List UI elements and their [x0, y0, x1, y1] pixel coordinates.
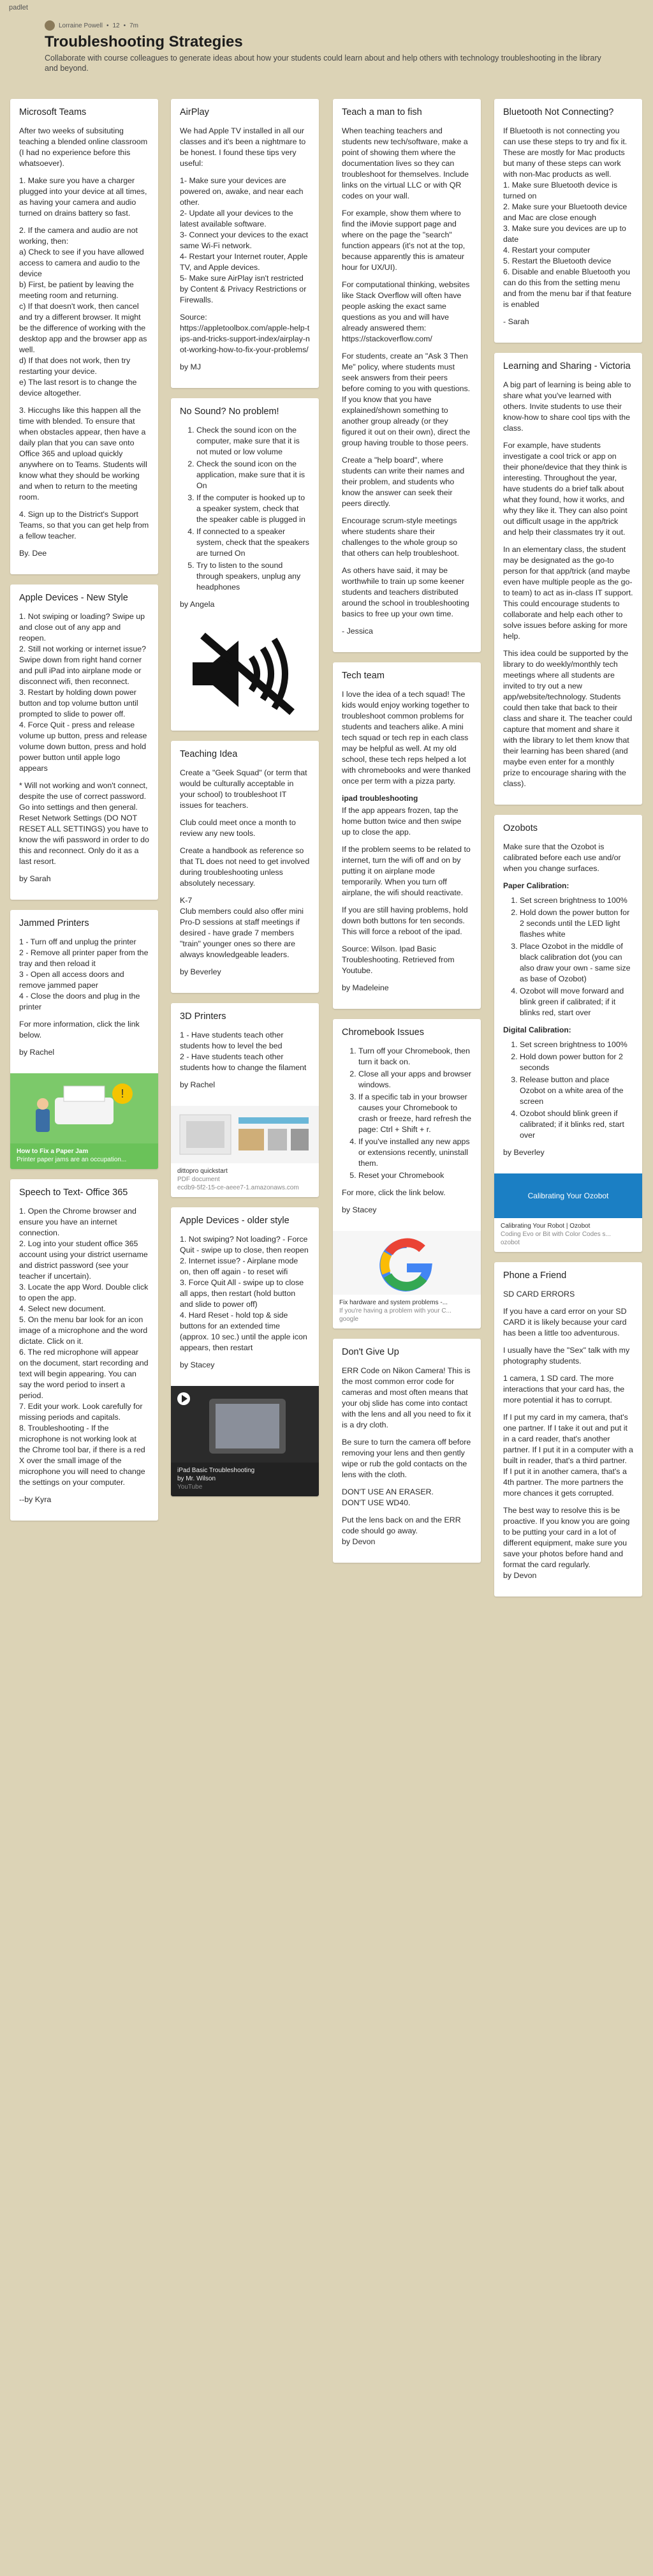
card-text: When teaching teachers and students new tech/software, make a point of showing them where the documentation lives so they can troubleshoot for themselves. Include links on the virtual LLC or with QR codes on your wall. — [342, 126, 469, 200]
svg-text:!: ! — [121, 1087, 124, 1100]
card-microsoft-teams[interactable] — [10, 99, 158, 574]
speaker-muted-icon — [180, 629, 310, 718]
list-item: 4. Ozobot will move forward and blink green if calibrated; if it blinks red, start over — [520, 986, 633, 1018]
page-title: Troubleshooting Strategies — [45, 33, 243, 50]
column-4 — [494, 99, 642, 1607]
card-title: Don't Give Up — [342, 1347, 399, 1357]
link-preview-subtitle: PDF document — [177, 1176, 220, 1183]
card-apple-devices-new[interactable] — [10, 584, 158, 900]
card-subheading: ipad troubleshooting — [342, 794, 418, 803]
card-apple-devices-old[interactable] — [171, 1207, 319, 1496]
card-text: 1 - Have students teach other students how to level the bed 2 - Have students teach other students how to change the filament — [180, 1031, 307, 1072]
card-title: AirPlay — [180, 107, 209, 117]
card-author: --by Kyra — [19, 1495, 52, 1504]
digital-steps-list — [503, 1039, 633, 1141]
card-text: We had Apple TV installed in all our classes and it's been a nightmare to be honest. I found these tips very useful: — [180, 126, 306, 168]
card-airplay[interactable] — [171, 99, 319, 388]
link-preview-title: Fix hardware and system problems -... — [339, 1299, 448, 1306]
card-text: I love the idea of a tech squad! The kids would enjoy working together to troubleshoot common problems for students and teachers alike. A mini tech squad or tech rep in each class may be helpful as well. At my old school, these tech reps helped a lot with chromebooks and were thanked once per term with a pizza party. — [342, 690, 471, 785]
app-logo[interactable]: padlet — [9, 4, 28, 11]
card-bluetooth[interactable] — [494, 99, 642, 343]
card-title: Jammed Printers — [19, 918, 89, 928]
page-subtitle: Collaborate with course colleagues to generate ideas about how your students could learn about and help others with technology troubleshooting in the library and beyond. — [45, 54, 601, 73]
card-text: For computational thinking, websites like Stack Overflow will often have people asking the exact same questions as you and will have already answered them: — [342, 280, 470, 332]
link-preview-source: google — [339, 1316, 359, 1323]
card-tech-team[interactable] — [333, 662, 481, 1009]
link-preview-title: Calibrating Your Robot | Ozobot — [501, 1223, 591, 1230]
mute-image[interactable] — [171, 625, 319, 731]
card-author: By. Dee — [19, 549, 47, 558]
list-item: 3. If the computer is hooked up to a speaker system, check that the speaker cable is plugged in — [196, 493, 310, 525]
card-author: by Beverley — [180, 967, 221, 976]
video-author: by Mr. Wilson — [177, 1475, 216, 1482]
author-avatar[interactable] — [45, 20, 55, 31]
card-author: by Stacey — [180, 1360, 215, 1369]
link-preview-title: How to Fix a Paper Jam — [17, 1148, 89, 1155]
card-text: 4. Sign up to the District's Support Teams, so that you can get help from a fellow teacher. — [19, 510, 149, 540]
column-1 — [10, 99, 158, 1531]
card-text: ERR Code on Nikon Camera! This is the most common error code for cameras and most often means that your obj slide has come into contact with the lens and all you need to fix it is a dry cloth. — [342, 1366, 471, 1429]
card-text: If you have a card error on your SD CARD it is likely because your card has been a little too adventurous. — [503, 1307, 627, 1337]
card-text: This idea could be supported by the library to do weekly/monthly tech meetings where all students are invited to try out a new app/website/technology. Students could then take that back to their class and share it. The teacher could capture that moment and share it with the library to let them know that their learning has been shared (and maybe even enter for a monthly prize to encourage sharing with the class). — [503, 649, 633, 788]
card-text: Source: — [180, 313, 207, 322]
list-item: 4. Ozobot should blink green if calibrated; if it blinks red, start over — [520, 1108, 633, 1141]
card-title: Bluetooth Not Connecting? — [503, 107, 614, 117]
list-item: 5. Try to listen to the sound through speakers, unplug any headphones — [196, 560, 310, 593]
card-text: SD CARD ERRORS — [503, 1290, 575, 1299]
card-text: If I put my card in my camera, that's one partner. If I take it out and put it in a card reader, that's another partner. If I put it in a computer with a built in reader, that's a third partner. If I put it in another camera, that's a 4th partner. The more partners the more chances it gets corrupted. — [503, 1413, 633, 1498]
card-teach-a-man-to-fish[interactable] — [333, 99, 481, 652]
card-dont-give-up[interactable] — [333, 1339, 481, 1563]
video-thumbnail-icon — [171, 1386, 319, 1463]
card-author: by Stacey — [342, 1205, 377, 1214]
banner-text: Calibrating Your Ozobot — [527, 1191, 609, 1200]
card-title: Teach a man to fish — [342, 107, 422, 117]
card-title: Learning and Sharing - Victoria — [503, 361, 631, 371]
card-text: In an elementary class, the student may be designated as the go-to person for that app/trick (and maybe even have multiple people as the go-to team) to act as in-class IT support. This could encourage students to collaborate and help each other to solve issues before asking for more help. — [503, 545, 633, 641]
source-link[interactable]: https://appletoolbox.com/apple-help-tips-and-tricks-support-index/airplay-not-working-how-to-fix-your-problems/ — [180, 324, 310, 354]
card-author: by Sarah — [19, 874, 51, 883]
card-text: For example, have students investigate a cool trick or app on their phone/device that they think is interesting. Throughout the year, have students do a brief talk about what they found, how it works, and why they like it. They can also point out difficult usage in the app/trick and help their classmates try it out. — [503, 441, 627, 537]
card-text: Club could meet once a month to review any new tools. — [180, 818, 296, 838]
card-text: 1- Make sure your devices are powered on, awake, and near each other. 2- Update all your devices to the latest available software. 3- Connect your devices to the exact same Wi-Fi network. 4- Restart your Internet router, Apple TV, and Apple devices. 5- Make sure AirPlay isn't restricted by Content & Privacy Restrictions or Firewalls. — [180, 176, 309, 304]
card-text: K-7 Club members could also offer mini Pro-D sessions at staff meetings if desired - have grade 7 members "train" younger ones so there are always knowledgeable leaders. — [180, 896, 304, 959]
card-author: by Beverley — [503, 1148, 545, 1157]
video-title: iPad Basic Troubleshooting — [177, 1467, 255, 1474]
list-item: 3. Place Ozobot in the middle of black calibration dot (you can also draw your own - same size as base of Ozobot) — [520, 941, 633, 985]
card-3d-printers[interactable] — [171, 1003, 319, 1197]
card-text: If the problem seems to be related to internet, turn the wifi off and on by putting it on airplane mode temporarily. When you turn off airplane, the wifi should reactivate. — [342, 845, 471, 897]
list-item: 1. Check the sound icon on the computer, make sure that it is not muted or low volume — [196, 425, 310, 458]
google-logo-icon — [333, 1231, 481, 1295]
card-speech-to-text[interactable] — [10, 1179, 158, 1521]
link-preview-subtitle: If you're having a problem with your C... — [339, 1307, 451, 1314]
card-text: 1. Make sure you have a charger plugged into your device at all times, as having your camera and audio turned on drains battery so fast. — [19, 176, 147, 218]
link-preview-subtitle: Printer paper jams are an occupation... — [17, 1156, 127, 1163]
list-item: 2. Check the sound icon on the application, make sure that it is On — [196, 459, 310, 491]
card-chromebook-issues[interactable] — [333, 1019, 481, 1329]
card-author: by Angela — [180, 600, 215, 609]
steps-list — [342, 1046, 472, 1181]
column-3 — [333, 99, 481, 1573]
card-text: 3. Hiccughs like this happen all the time with blended. To ensure that when obstacles appear, then have a daily plan that you can save onto Office 365 and upload quickly anywhere on to Teams. Students will know what they should be working and when to return to the meeting room. — [19, 406, 147, 502]
card-text: The best way to resolve this is be proactive. If you know you are going to be putting your card in a lot of different equipment, make sure you save your photos before hand and format the card regularly. — [503, 1506, 630, 1569]
list-item: 2. Hold down the power button for 2 seconds until the LED light flashes white — [520, 907, 633, 940]
card-learning-sharing[interactable] — [494, 353, 642, 805]
card-ozobots[interactable] — [494, 815, 642, 1252]
card-text: For students, create an "Ask 3 Then Me" policy, where students must seek answers from their peers before coming to you with questions. If you know that you have explained/shown something to another group already (or they figured it out on their own), direct the group having trouble to those peers. — [342, 352, 471, 447]
card-text: 1. Open the Chrome browser and ensure you have an internet connection. 2. Log into your student office 365 account using your district username and district password (see your teacher if uncertain). 3. Locate the app Word. Double click to open the app. 4. Select new document. 5. On the menu bar look for an icon image of a microphone and the word dictate. Click on it. 6. The red microphone will appear on the document, start recording and text will begin appearing. You can say the word period to insert a period. 7. Edit your work. Look carefully for missing periods and capitals. 8. Troubleshooting - If the microphone is not working look at the Chrome tool bar, if there is a red X over the small image of the microphone you will need to change the settings on your computer. — [19, 1207, 149, 1487]
stackoverflow-link[interactable]: https://stackoverflow.com/ — [342, 334, 432, 343]
card-author: by Madeleine — [342, 983, 389, 992]
link-preview-dittopro[interactable] — [171, 1106, 319, 1197]
list-item: 1. Set screen brightness to 100% — [520, 895, 633, 906]
padlet-header — [0, 18, 653, 85]
card-jammed-printers[interactable] — [10, 910, 158, 1169]
card-text: * Will not working and won't connect, despite the use of correct password. Go into settings and then general. Reset Network Settings (DO NOT RESET ALL SETTINGS) you have to know the wifi password in order to do this and reconnect. Only do it as a last resort. — [19, 781, 149, 866]
card-text: DON'T USE AN ERASER. DON'T USE WD40. — [342, 1487, 434, 1507]
card-author: - Sarah — [503, 317, 529, 326]
video-preview[interactable] — [171, 1386, 319, 1496]
card-text: Create a "help board", where students can write their names and their problem, and students who know the answer can seek their peers directly. — [342, 456, 465, 508]
card-text: For example, show them where to find the iMovie support page and where on the page the "search" function appears (it's not at the top, because apparently this is amateur hour for UX/UI). — [342, 209, 466, 272]
card-title: No Sound? No problem! — [180, 406, 279, 417]
card-text: For more, click the link below. — [342, 1188, 446, 1197]
card-title: Teaching Idea — [180, 749, 238, 759]
author-name[interactable]: Lorraine Powell — [59, 22, 103, 29]
card-text: Create a "Geek Squad" (or term that would be culturally acceptable in your school) to troubleshoot IT issues for teachers. — [180, 768, 307, 810]
card-phone-a-friend[interactable] — [494, 1262, 642, 1597]
card-no-sound[interactable] — [171, 398, 319, 731]
list-item: 1. Turn off your Chromebook, then turn it back on. — [358, 1046, 472, 1068]
link-preview-paper-jam[interactable] — [10, 1073, 158, 1169]
card-title: Chromebook Issues — [342, 1027, 424, 1038]
link-preview-google[interactable] — [333, 1231, 481, 1329]
column-2 — [171, 99, 319, 1507]
link-preview-subtitle: Coding Evo or Bit with Color Codes s... — [501, 1231, 611, 1238]
card-text: Create a handbook as reference so that TL does not need to get involved during troubleshooting unless absolutely necessary. — [180, 846, 310, 888]
card-title: 3D Printers — [180, 1011, 226, 1022]
video-banner — [494, 1173, 642, 1218]
card-text: I usually have the "Sex" talk with my photography students. — [503, 1346, 630, 1366]
card-text: After two weeks of subsituting teaching a blended online classroom (I had no experience before this whatsoever). — [19, 126, 148, 168]
list-item: 5. Reset your Chromebook — [358, 1170, 472, 1181]
card-text: If the app appears frozen, tap the home button twice and then swipe up to close the app. — [342, 806, 462, 837]
list-item: 1. Set screen brightness to 100% — [520, 1039, 633, 1050]
card-text: If you are still having problems, hold down both buttons for ten seconds. This will force a reboot of the ipad. — [342, 905, 468, 936]
card-text: 1 - Turn off and unplug the printer 2 - Remove all printer paper from the tray and then reload it 3 - Open all access doors and remove jammed paper 4 - Close the doors and plug in the printer — [19, 937, 149, 1011]
card-text: Encourage scrum-style meetings where students share their challenges to the whole group so that others can help troubleshoot. — [342, 516, 459, 558]
likes-count: 12 — [112, 22, 120, 29]
card-title: Speech to Text- Office 365 — [19, 1187, 128, 1198]
card-title: Ozobots — [503, 823, 538, 833]
card-author: by Devon — [503, 1571, 537, 1580]
separator-dot: • — [106, 22, 109, 29]
card-author: by Rachel — [180, 1080, 216, 1089]
card-title: Apple Devices - older style — [180, 1216, 290, 1226]
document-preview-icon — [171, 1106, 319, 1163]
card-teaching-idea[interactable] — [171, 741, 319, 993]
video-source: YouTube — [177, 1484, 203, 1491]
card-author: by MJ — [180, 362, 202, 371]
list-item: 4. If you've installed any new apps or extensions recently, uninstall them. — [358, 1136, 472, 1169]
paper-steps-list — [503, 895, 633, 1018]
list-item: 3. If a specific tab in your browser causes your Chromebook to crash or freeze, hard refresh the page: Ctrl + Shift + r. — [358, 1092, 472, 1135]
link-preview-source: ozobot — [501, 1239, 520, 1246]
link-preview-ozobot[interactable] — [494, 1173, 642, 1252]
link-preview-url: ecdb9-5f2-15-ce-aeee7-1.amazonaws.com — [177, 1184, 299, 1191]
card-author: - Jessica — [342, 627, 373, 636]
card-subheading: Digital Calibration: — [503, 1025, 571, 1034]
link-preview-title: dittopro quickstart — [177, 1168, 228, 1175]
list-item: 4. If connected to a speaker system, check that the speakers are turned On — [196, 526, 310, 559]
card-text: Put the lens back on and the ERR code should go away. — [342, 1515, 461, 1535]
card-text: 1. Not swiping or loading? Swipe up and close out of any app and reopen. 2. Still not working or internet issue? Swipe down from right hand corner and pull iPad into airplane mode or disconnect wifi, then reconnect. 3. Restart by holding down power button and top volume button until prompted to slide to power off. 4. Force Quit - press and release volume up button, press and release volume down button, press and hold power button until apple logo appears — [19, 612, 147, 773]
steps-list — [180, 425, 310, 593]
card-subheading: Paper Calibration: — [503, 881, 569, 890]
card-text: If Bluetooth is not connecting you can use these steps to try and fix it. These are mostly for Mac products but many of these steps can work with non-Mac products as well. 1. Make sure Bluetooth device is turned on 2. Make sure your Bluetooth device and Mac are close enough 3. Make sure you devices are up to date 4. Restart your computer 5. Restart the Bluetooth device 6. Disable and enable Bluetooth you can do this from the setting menu and from the menu bar if that feature is enabled — [503, 126, 632, 309]
list-item: 2. Close all your apps and browser windows. — [358, 1069, 472, 1091]
card-title: Microsoft Teams — [19, 107, 87, 117]
card-text: 1. Not swiping? Not loading? - Force Quit - swipe up to close, then reopen 2. Internet issue? - Airplane mode on, then off again - to reset wifi 3. Force Quit All - swipe up to close all apps, then restart (hold button and slide to power off) 4. Hard Reset - hold top & side buttons for an extended time (approx. 10 sec.) until the apple icon appears, then restart — [180, 1235, 309, 1352]
card-text: Source: Wilson. Ipad Basic Troubleshooting. Retrieved from Youtube. — [342, 944, 455, 975]
separator-dot: • — [123, 22, 126, 29]
post-time: 7m — [129, 22, 138, 29]
card-author: by Devon — [342, 1537, 376, 1546]
card-text: 1 camera, 1 SD card. The more interactions that your card has, the more potential it has to corrupt. — [503, 1374, 625, 1404]
post-meta — [45, 20, 608, 31]
card-title: Apple Devices - New Style — [19, 593, 128, 603]
card-text: 2. If the camera and audio are not working, then: a) Check to see if you have allowed access to camera and audio to the device b) First, be patient by leaving the meeting room and returning. c) If that doesn't work, then cancel and try a different browser. It might be the difference of working with the desktop app and the browser app as well. d) If that does not work, then try restarting your device. e) The last resort is to change the device altogether. — [19, 226, 147, 398]
list-item: 3. Release button and place Ozobot on a white area of the screen — [520, 1075, 633, 1107]
card-text: A big part of learning is being able to share what you've learned with others. Invite students to use their know-how to share cool tips with the class. — [503, 380, 631, 433]
card-title: Phone a Friend — [503, 1270, 567, 1281]
card-text: Be sure to turn the camera off before removing your lens and then gently wipe or rub the gold contacts on the lens with the cloth. — [342, 1438, 471, 1479]
printer-illustration-icon — [10, 1073, 158, 1143]
card-text: For more information, click the link below. — [19, 1020, 140, 1039]
list-item: 2. Hold down power button for 2 seconds — [520, 1052, 633, 1073]
card-text: As others have said, it may be worthwhile to train up some keener students and teachers distributed around the school in troubleshooting basics to free up your own time. — [342, 566, 469, 618]
card-title: Tech team — [342, 671, 385, 681]
card-text: Make sure that the Ozobot is calibrated before each use and/or when you change surfaces. — [503, 842, 621, 873]
card-author: by Rachel — [19, 1048, 55, 1057]
